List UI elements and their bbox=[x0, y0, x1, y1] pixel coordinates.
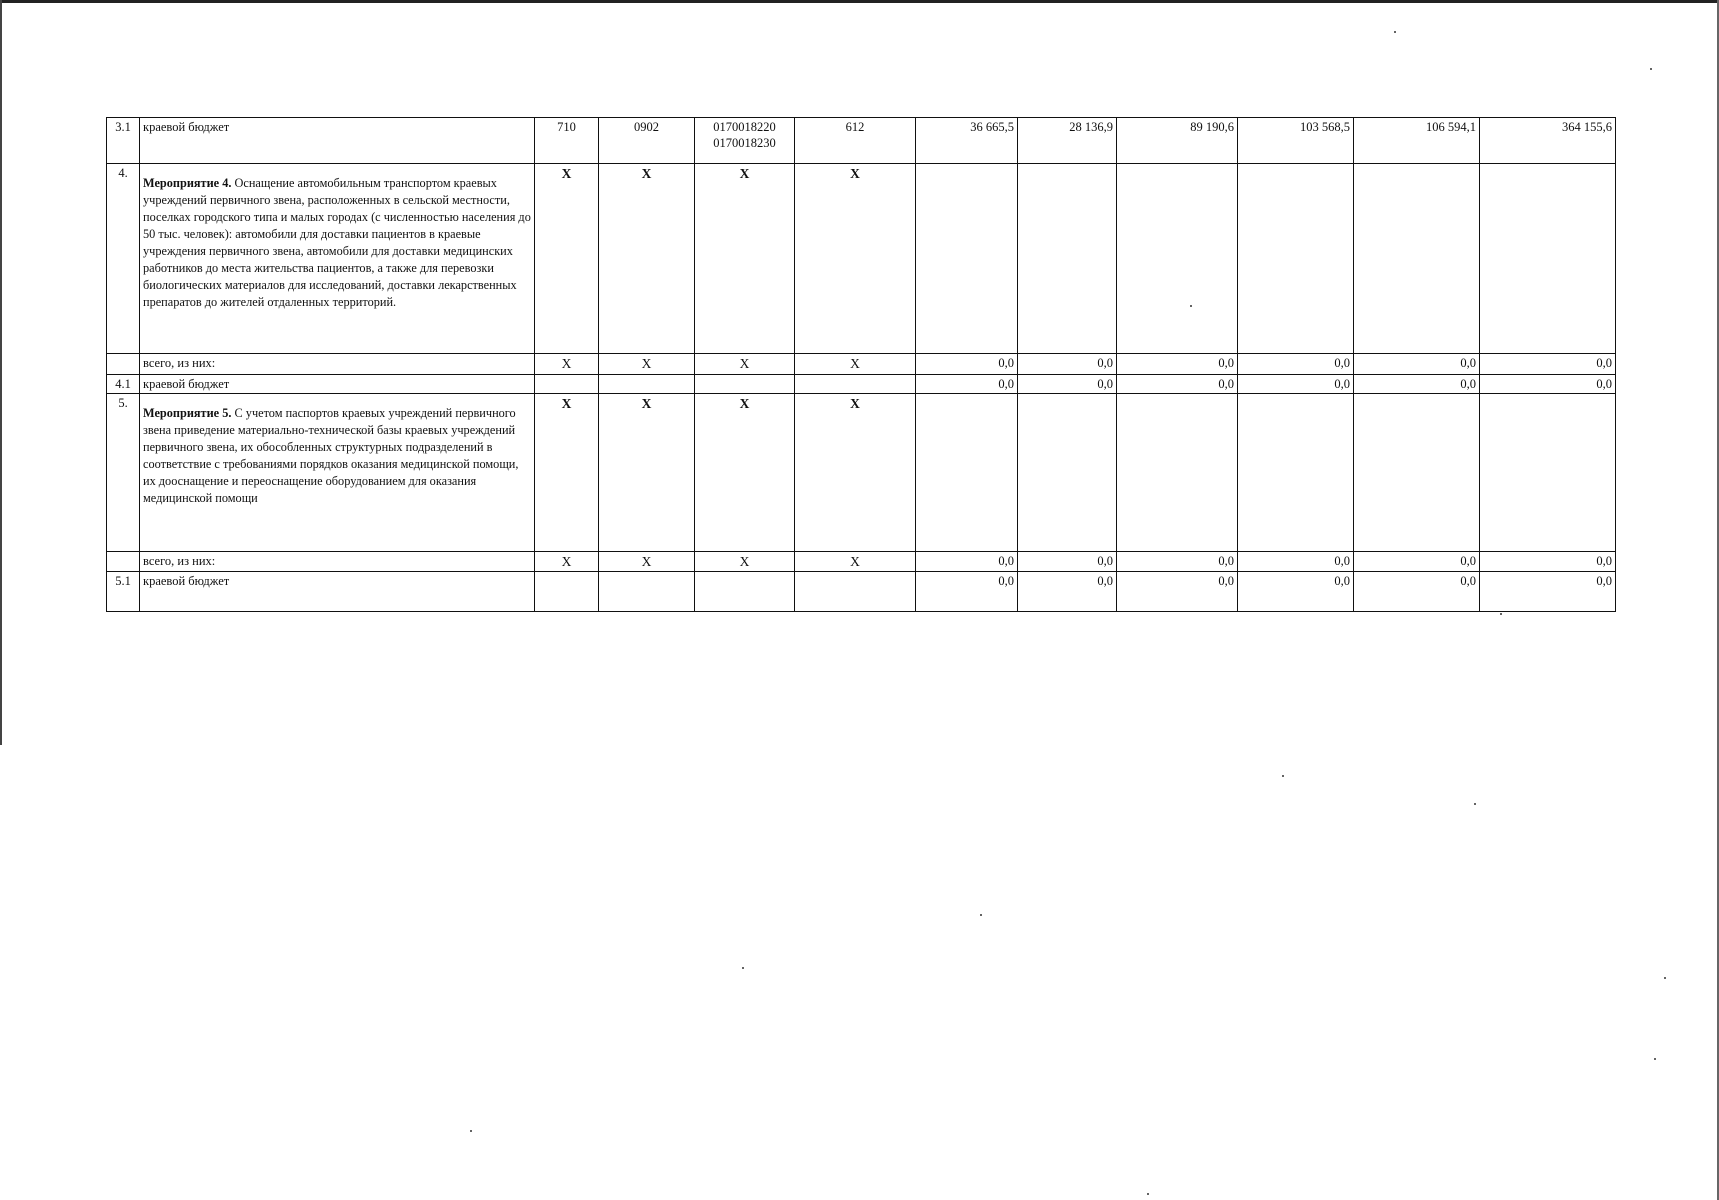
x-mark: X bbox=[695, 164, 795, 354]
x-mark: X bbox=[795, 164, 916, 354]
x-mark: X bbox=[695, 551, 795, 572]
empty-cell bbox=[535, 374, 599, 393]
value-cell: 0,0 bbox=[916, 572, 1018, 612]
value-cell: 0,0 bbox=[1117, 572, 1238, 612]
row-name: краевой бюджет bbox=[140, 374, 535, 393]
row-number bbox=[107, 551, 140, 572]
row-number: 4.1 bbox=[107, 374, 140, 393]
empty-cell bbox=[795, 572, 916, 612]
row-number: 5.1 bbox=[107, 572, 140, 612]
vr-code: 612 bbox=[795, 118, 916, 164]
empty-cell bbox=[695, 374, 795, 393]
measure-body: С учетом паспортов краевых учреждений первичного звена приведение материально-технической базы краевых учреждений первичного звена, их обособленных структурных подразделений в соответствие с требованиями порядков оказания медицинской помощи, их дооснащение и переоснащение оборудованием для оказания медицинской помощи bbox=[143, 405, 519, 505]
scan-border-left bbox=[0, 0, 2, 745]
scan-speck bbox=[1654, 1058, 1656, 1060]
empty-cell bbox=[1354, 164, 1480, 354]
value-cell: 0,0 bbox=[1117, 551, 1238, 572]
value-cell: 36 665,5 bbox=[916, 118, 1018, 164]
value-cell: 89 190,6 bbox=[1117, 118, 1238, 164]
measure-text bbox=[143, 405, 531, 507]
measure-text bbox=[143, 175, 531, 311]
value-cell: 28 136,9 bbox=[1018, 118, 1117, 164]
x-mark: X bbox=[599, 393, 695, 551]
empty-cell bbox=[695, 572, 795, 612]
value-cell: 0,0 bbox=[916, 551, 1018, 572]
scan-speck bbox=[1650, 68, 1652, 70]
x-mark: X bbox=[599, 164, 695, 354]
empty-cell bbox=[916, 393, 1018, 551]
table-row-4 bbox=[107, 164, 1616, 354]
measure-title: Мероприятие 5. bbox=[143, 405, 232, 420]
scan-speck bbox=[470, 1130, 472, 1132]
value-cell: 0,0 bbox=[1238, 374, 1354, 393]
measure-description bbox=[140, 393, 535, 551]
x-mark: X bbox=[695, 393, 795, 551]
empty-cell bbox=[1117, 393, 1238, 551]
scan-speck bbox=[1500, 613, 1502, 615]
empty-cell bbox=[1117, 164, 1238, 354]
x-mark: X bbox=[535, 551, 599, 572]
table-row-3-1 bbox=[107, 118, 1616, 164]
value-cell: 106 594,1 bbox=[1354, 118, 1480, 164]
row-name: всего, из них: bbox=[140, 551, 535, 572]
table-row-4-1 bbox=[107, 374, 1616, 393]
rzpr-code: 0902 bbox=[599, 118, 695, 164]
x-mark: X bbox=[795, 393, 916, 551]
empty-cell bbox=[1018, 164, 1117, 354]
value-cell: 0,0 bbox=[1480, 374, 1616, 393]
row-number bbox=[107, 354, 140, 375]
x-mark: X bbox=[535, 393, 599, 551]
x-mark: X bbox=[599, 354, 695, 375]
value-cell: 0,0 bbox=[916, 374, 1018, 393]
budget-table bbox=[106, 117, 1616, 612]
x-mark: X bbox=[535, 354, 599, 375]
scan-speck bbox=[742, 967, 744, 969]
value-cell: 0,0 bbox=[1480, 551, 1616, 572]
empty-cell bbox=[916, 164, 1018, 354]
value-cell: 364 155,6 bbox=[1480, 118, 1616, 164]
value-cell: 0,0 bbox=[1018, 354, 1117, 375]
scan-speck bbox=[1394, 31, 1396, 33]
csr-codes bbox=[695, 118, 795, 164]
value-cell: 0,0 bbox=[1354, 572, 1480, 612]
measure-body: Оснащение автомобильным транспортом краевых учреждений первичного звена, расположенных в сельской местности, поселках городского типа и малых городах (с численностью населения до 50 тыс. человек): автомобили для доставки пациентов в краевые учреждения первичного звена, автомобили для доставки медицинских работников до места жительства пациентов, а также для перевозки биологических материалов для исследований, доставки лекарственных препаратов до жителей отдаленных территорий. bbox=[143, 176, 531, 309]
row-name: краевой бюджет bbox=[140, 118, 535, 164]
value-cell: 103 568,5 bbox=[1238, 118, 1354, 164]
x-mark: X bbox=[795, 354, 916, 375]
empty-cell bbox=[1238, 393, 1354, 551]
empty-cell bbox=[1480, 393, 1616, 551]
row-number: 5. bbox=[107, 393, 140, 551]
x-mark: X bbox=[535, 164, 599, 354]
value-cell: 0,0 bbox=[916, 354, 1018, 375]
empty-cell bbox=[1354, 393, 1480, 551]
scan-speck bbox=[1474, 803, 1476, 805]
value-cell: 0,0 bbox=[1238, 551, 1354, 572]
empty-cell bbox=[599, 572, 695, 612]
empty-cell bbox=[1238, 164, 1354, 354]
measure-description bbox=[140, 164, 535, 354]
value-cell: 0,0 bbox=[1354, 354, 1480, 375]
empty-cell bbox=[795, 374, 916, 393]
empty-cell bbox=[1480, 164, 1616, 354]
empty-cell bbox=[599, 374, 695, 393]
x-mark: X bbox=[795, 551, 916, 572]
measure-title: Мероприятие 4. bbox=[143, 176, 232, 190]
value-cell: 0,0 bbox=[1238, 572, 1354, 612]
x-mark: X bbox=[695, 354, 795, 375]
value-cell: 0,0 bbox=[1480, 572, 1616, 612]
x-mark: X bbox=[599, 551, 695, 572]
value-cell: 0,0 bbox=[1480, 354, 1616, 375]
value-cell: 0,0 bbox=[1018, 551, 1117, 572]
row-number: 4. bbox=[107, 164, 140, 354]
row-name: краевой бюджет bbox=[140, 572, 535, 612]
value-cell: 0,0 bbox=[1238, 354, 1354, 375]
row-name: всего, из них: bbox=[140, 354, 535, 375]
table-row-5-1 bbox=[107, 572, 1616, 612]
value-cell: 0,0 bbox=[1354, 551, 1480, 572]
scan-speck bbox=[1664, 977, 1666, 979]
scan-speck bbox=[980, 914, 982, 916]
csr-code: 0170018230 bbox=[713, 136, 776, 151]
value-cell: 0,0 bbox=[1117, 374, 1238, 393]
table-row-total-4 bbox=[107, 354, 1616, 375]
grbs-code: 710 bbox=[535, 118, 599, 164]
table-row-total-5 bbox=[107, 551, 1616, 572]
value-cell: 0,0 bbox=[1117, 354, 1238, 375]
table-row-5 bbox=[107, 393, 1616, 551]
value-cell: 0,0 bbox=[1018, 374, 1117, 393]
row-number: 3.1 bbox=[107, 118, 140, 164]
empty-cell bbox=[535, 572, 599, 612]
csr-code: 0170018220 bbox=[713, 120, 776, 134]
scan-border-top bbox=[0, 0, 1719, 3]
value-cell: 0,0 bbox=[1354, 374, 1480, 393]
empty-cell bbox=[1018, 393, 1117, 551]
scan-speck bbox=[1282, 775, 1284, 777]
scan-speck bbox=[1147, 1193, 1149, 1195]
value-cell: 0,0 bbox=[1018, 572, 1117, 612]
